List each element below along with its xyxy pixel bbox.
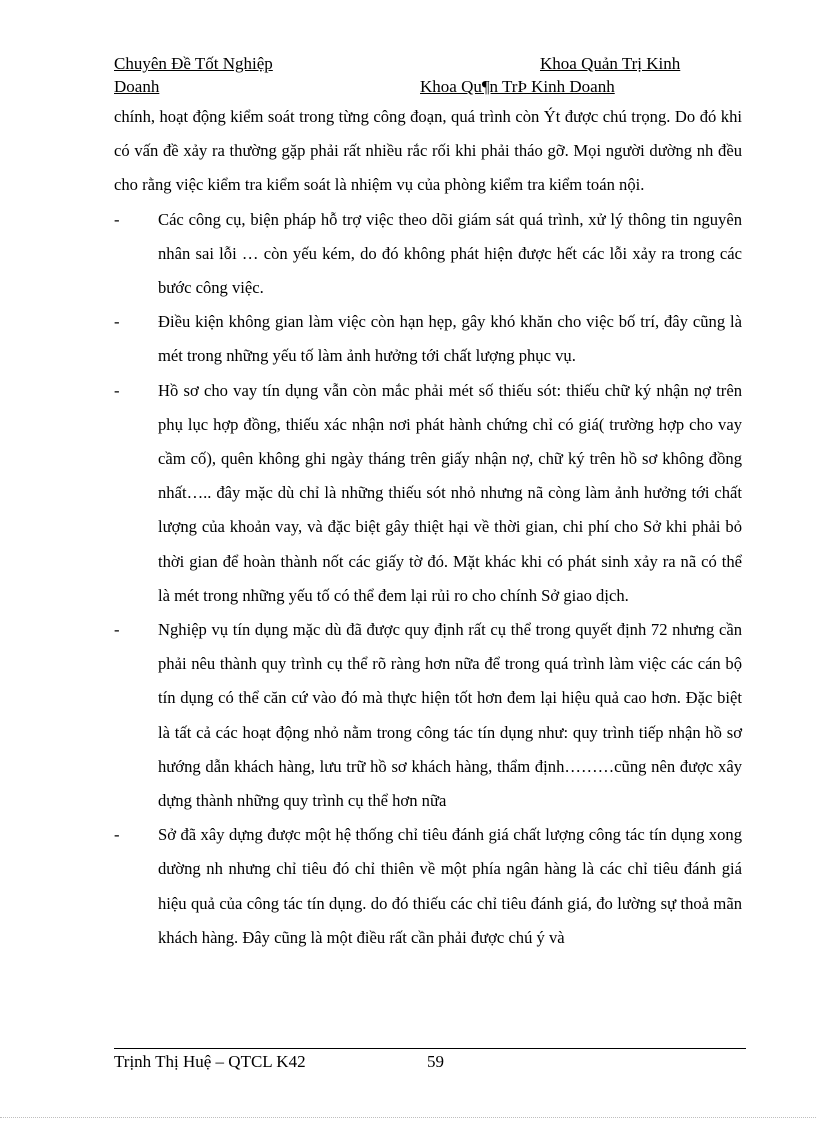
bullet-dash: - — [114, 209, 120, 229]
bullet-item — [114, 305, 742, 373]
bullet-text: Hồ sơ cho vay tín dụng vẫn còn mắc phải mét số thiếu sót: thiếu chữ ký nhận nợ trên phụ lục hợp đồng, thiếu xác nhận nơi phát hành chứng chỉ có giá( trường hợp cho vay cầm cố), quên không ghi ngày tháng trên giấy nhận nợ, chữ ký trên hồ sơ không đồng nhất….. đây mặc dù chỉ là những thiếu sót nhỏ nhưng nã còng làm ảnh hưởng tới chất lượng của khoản vay, và đặc biệt gây thiệt hại về thời gian, chi phí cho Sở khi phải bỏ thời gian để hoàn thành nốt các giấy tờ đó. Mặt khác khi có phát sinh xảy ra nã có thể là mét trong những yếu tố có thể đem lại rủi ro cho chính Sở giao dịch. — [158, 380, 742, 605]
header-department: Khoa Quản Trị Kinh — [540, 54, 681, 73]
bullet-dash: - — [114, 312, 120, 332]
header-department-legacy: Khoa Qu¶n TrÞ Kinh Doanh — [420, 77, 615, 96]
bullet-dash: - — [114, 380, 120, 400]
header-continuation: Doanh — [114, 77, 160, 96]
paragraph: chính, hoạt động kiểm soát trong từng công đoạn, quá trình còn Ýt được chú trọng. Do đó khi có vấn đề xảy ra thường gặp phải rất nhiều rắc rối khi phải tháo gỡ. Mọi người dường nh đều cho rằng việc kiểm tra kiểm soát là nhiệm vụ của phòng kiểm tra kiểm toán nội. — [114, 107, 742, 195]
bullet-text: Điều kiện không gian làm việc còn hạn hẹp, gây khó khăn cho việc bố trí, đây cũng là mét trong những yếu tố làm ảnh hưởng tới chất lượng phục vụ. — [158, 312, 742, 366]
page-number: 59 — [427, 1052, 444, 1071]
bullet-dash: - — [114, 825, 120, 845]
page-edge — [0, 1117, 816, 1118]
footer-author: Trịnh Thị Huệ – QTCL K42 — [114, 1052, 306, 1071]
bullet-item — [114, 374, 742, 613]
bullet-text: Sở đã xây dựng được một hệ thống chỉ tiêu đánh giá chất lượng công tác tín dụng xong dường nh nhưng chỉ tiêu đó chỉ thiên về một phía ngân hàng là các chỉ tiêu đánh giá hiệu quả của công tác tín dụng. do đó thiếu các chỉ tiêu đánh giá, đo lường sự thoả mãn khách hàng. Đây cũng là một điều rất cần phải được chú ý và — [158, 825, 742, 947]
bullet-dash: - — [114, 620, 120, 640]
bullet-text: Nghiệp vụ tín dụng mặc dù đã được quy định rất cụ thể trong quyết định 72 nhưng cần phải nêu thành quy trình cụ thể rõ ràng hơn nữa để trong quá trình làm việc các cán bộ tín dụng có thể căn cứ vào đó mà thực hiện tốt hơn đem lại hiệu quả cao hơn. Đặc biệt là tất cả các hoạt động nhỏ nằm trong công tác tín dụng như: quy trình tiếp nhận hồ sơ hướng dẫn khách hàng, lưu trữ hồ sơ khách hàng, thẩm định………cũng nên được xây dựng thành những quy trình cụ thể hơn nữa — [158, 620, 742, 811]
body-text — [114, 100, 742, 955]
bullet-item — [114, 203, 742, 306]
bullet-item — [114, 613, 742, 818]
footer-divider — [114, 1048, 746, 1049]
bullet-item — [114, 818, 742, 955]
bullet-text: Các công cụ, biện pháp hỗ trợ việc theo dõi giám sát quá trình, xử lý thông tin nguyên nhân sai lỗi … còn yếu kém, do đó không phát hiện được hết các lỗi xảy ra trong các bước công việc. — [158, 209, 742, 298]
header-title: Chuyên Đề Tốt Nghiệp — [114, 54, 273, 73]
